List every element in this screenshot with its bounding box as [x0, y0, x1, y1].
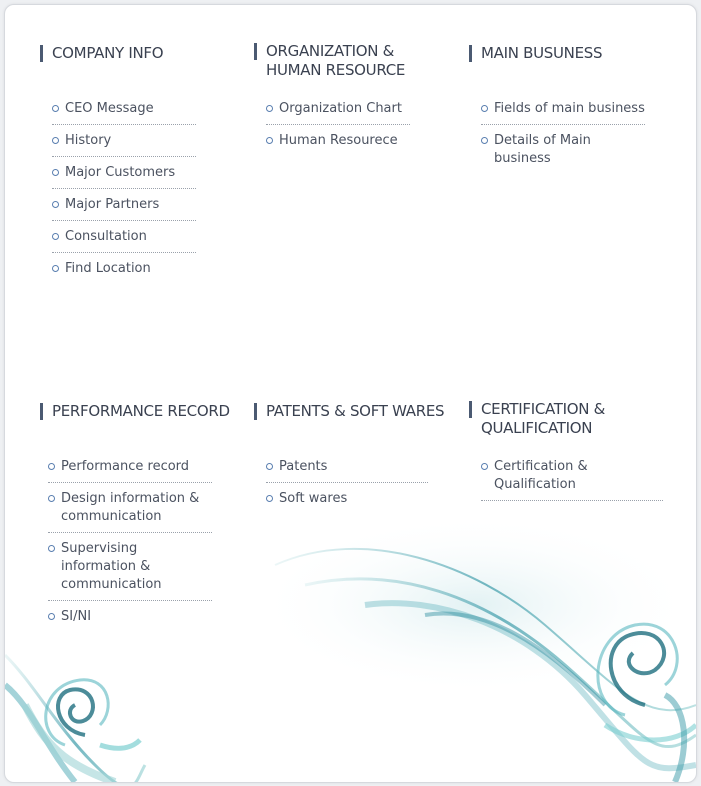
section-main-business [469, 44, 669, 166]
link-human-resource[interactable]: Human Resourece [266, 125, 410, 156]
bullet-icon [52, 137, 59, 144]
link-design-information[interactable]: Design information & communication [48, 483, 212, 533]
link-major-customers[interactable]: Major Customers [52, 157, 196, 189]
link-certification-qualification[interactable]: Certification & Qualification [481, 451, 663, 501]
link-patents[interactable]: Patents [266, 451, 428, 483]
link-major-partners[interactable]: Major Partners [52, 189, 196, 221]
bullet-icon [48, 495, 55, 502]
bullet-icon [481, 105, 488, 112]
link-organization-chart[interactable]: Organization Chart [266, 93, 410, 125]
link-supervising-information[interactable]: Supervising information & communication [48, 533, 212, 601]
section-title-main-business: MAIN BUSUNESS [469, 44, 669, 63]
sitemap-panel [4, 4, 697, 783]
main-business-list [481, 93, 645, 174]
bullet-icon [48, 613, 55, 620]
section-title-organization: ORGANIZATION & HUMAN RESOURCE [254, 42, 434, 80]
bullet-icon [48, 463, 55, 470]
bullet-icon [52, 265, 59, 272]
company-info-list [52, 93, 196, 284]
section-title-patents: PATENTS & SOFT WARES [254, 402, 454, 421]
certification-list [481, 451, 663, 501]
section-title-certification: CERTIFICATION & QUALIFICATION [469, 400, 669, 438]
bullet-icon [266, 463, 273, 470]
bullet-icon [266, 105, 273, 112]
link-soft-wares[interactable]: Soft wares [266, 483, 428, 514]
bullet-icon [48, 545, 55, 552]
bullet-icon [52, 201, 59, 208]
section-patents [254, 402, 454, 506]
bullet-icon [52, 169, 59, 176]
link-ceo-message[interactable]: CEO Message [52, 93, 196, 125]
link-history[interactable]: History [52, 125, 196, 157]
section-title-performance: PERFORMANCE RECORD [40, 402, 240, 421]
bullet-icon [52, 233, 59, 240]
link-details-main-business[interactable]: Details of Main business [481, 125, 645, 174]
section-certification [469, 400, 669, 492]
patents-list [266, 451, 428, 514]
link-fields-main-business[interactable]: Fields of main business [481, 93, 645, 125]
bullet-icon [481, 137, 488, 144]
bullet-icon [266, 137, 273, 144]
bullet-icon [52, 105, 59, 112]
organization-list [266, 93, 410, 156]
link-performance-record[interactable]: Performance record [48, 451, 212, 483]
section-performance [40, 402, 240, 624]
performance-list [48, 451, 212, 632]
bullet-icon [481, 463, 488, 470]
link-consultation[interactable]: Consultation [52, 221, 196, 253]
link-find-location[interactable]: Find Location [52, 253, 196, 284]
section-company-info [40, 44, 210, 276]
link-si-ni[interactable]: SI/NI [48, 601, 212, 632]
section-title-company-info: COMPANY INFO [40, 44, 210, 63]
section-organization [254, 42, 434, 148]
bullet-icon [266, 495, 273, 502]
